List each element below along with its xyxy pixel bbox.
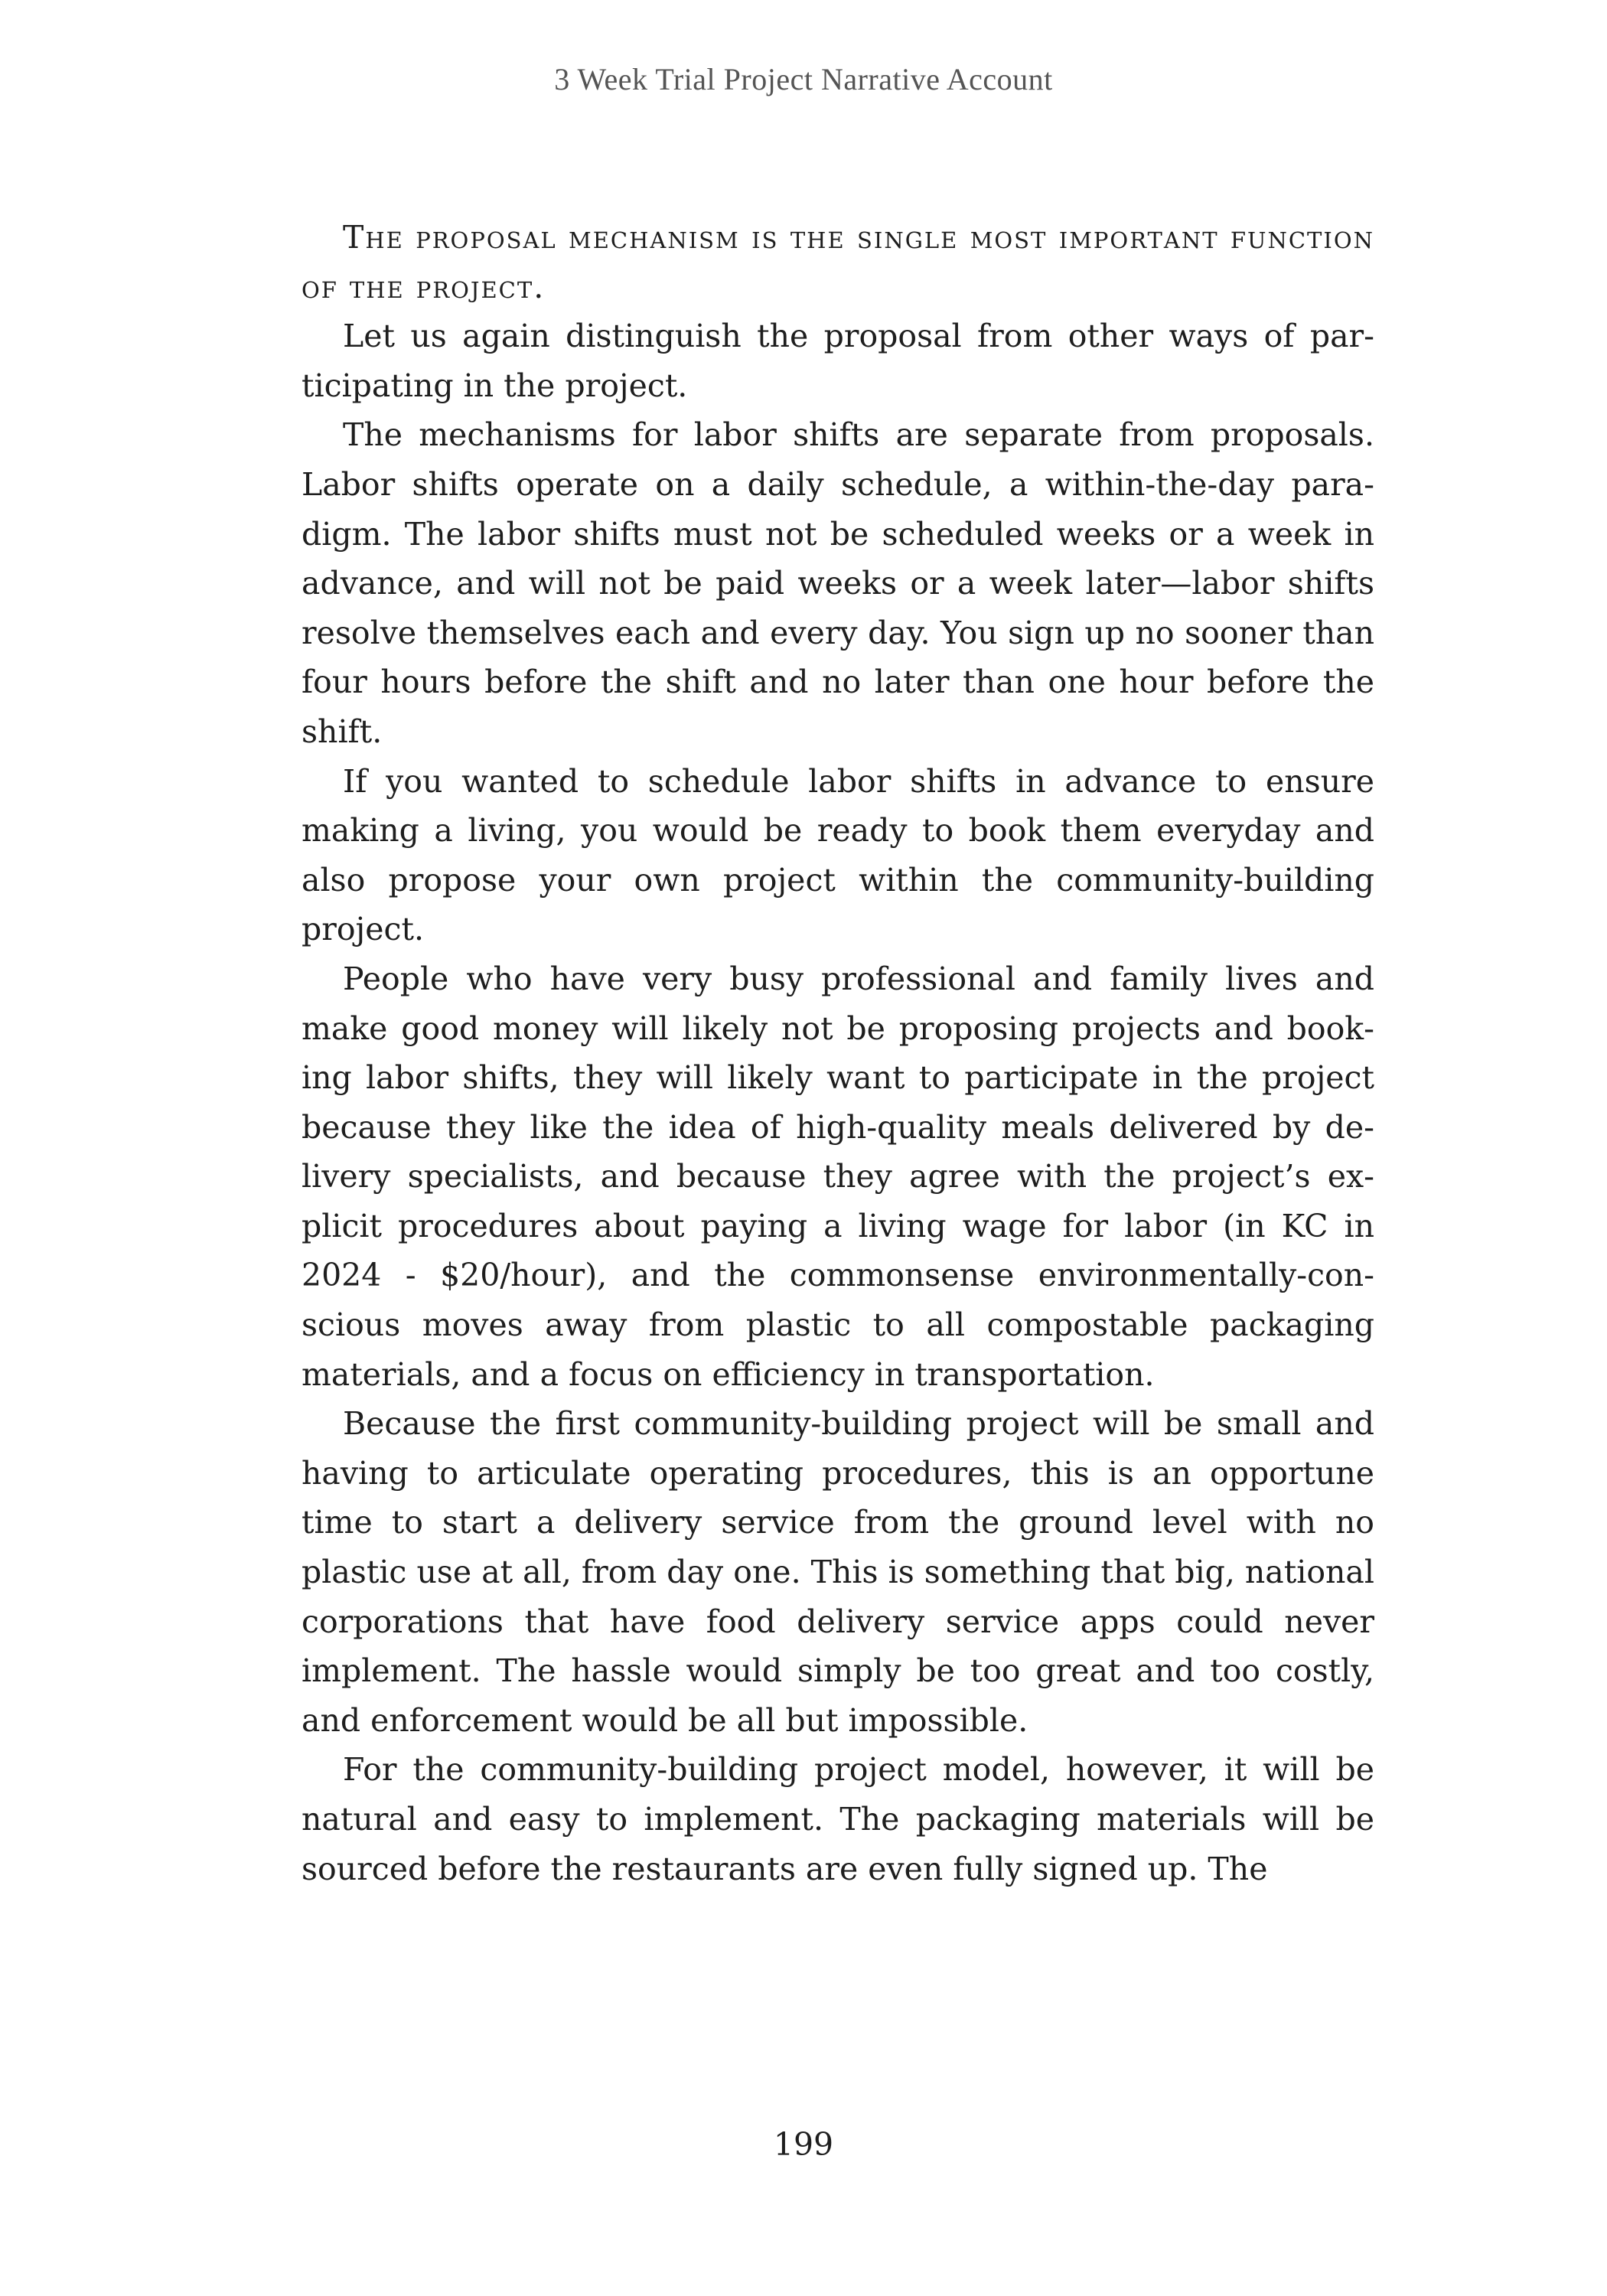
paragraph-1: Let us again distinguish the proposal from other ways of participating in the project.: [302, 318, 1374, 404]
opening-paragraph: The proposal mechanism is the single most important function of the project.: [302, 219, 1374, 305]
page-number: 199: [773, 2126, 834, 2163]
paragraph-6: For the community-building project model, however, it will be natural and easy to implement. The packaging materials will be sourced before the restaurants are even fully signed up. The: [302, 1751, 1374, 1887]
paragraph-4: People who have very busy professional and family lives and make good money will likely not be proposing projects and booking labor shifts, they will likely want to participate in the project because they like the idea of high-quality meals delivered by delivery specialists, and because they agree with the project’s explicit procedures about paying a living wage for labor (in KC in 2024 - $20/hour), and the commonsense environmentally-conscious moves away from plastic to all compostable packaging materials, and a focus on efficiency in transportation.: [302, 960, 1374, 1393]
paragraph-2: The mechanisms for labor shifts are separate from proposals. Labor shifts operate on a daily schedule, a within-the-day paradigm. The labor shifts must not be scheduled weeks or a week in advance, and will not be paid weeks or a week later—labor shifts resolve themselves each and every day. You sign up no sooner than four hours before the shift and no later than one hour before the shift.: [302, 416, 1374, 750]
paragraph-3: If you wanted to schedule labor shifts in advance to ensure making a living, you would be ready to book them everyday and also propose your own project within the community-building project.: [302, 762, 1374, 948]
running-header: 3 Week Trial Project Narrative Account: [554, 62, 1053, 96]
paragraph-5: Because the first community-building project will be small and having to articulate operating procedures, this is an opportune time to start a delivery service from the ground level with no plastic use at all, from day one. This is something that big, national corporations that have food delivery service apps could never implement. The hassle would simply be too great and too costly, and enforcement would be all but impossible.: [302, 1405, 1374, 1739]
body-text: [302, 213, 1374, 1893]
